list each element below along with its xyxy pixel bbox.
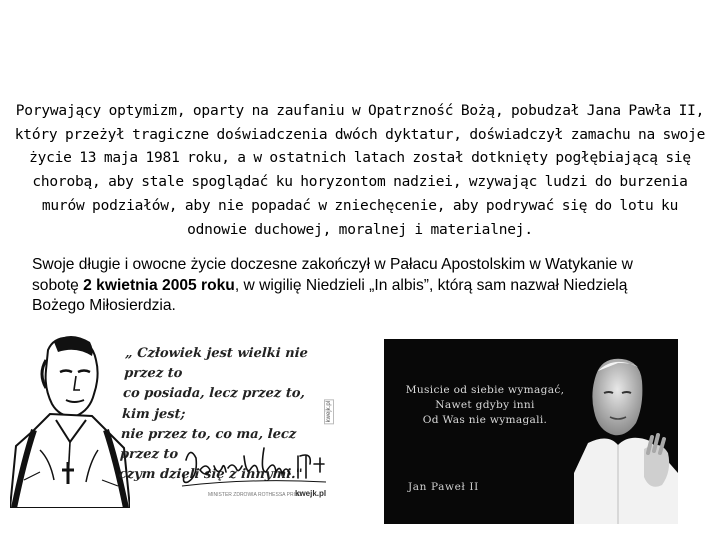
credit-text: MINISTER ZDROWIA ROTHESSA PRISO	[208, 492, 303, 498]
quote-image-right	[384, 339, 678, 524]
right-quote-line: Od Was nie wymagali.	[422, 414, 548, 426]
kwejk-logo: kwejk.pl	[295, 489, 327, 498]
right-quote-line: Musicie od siebie wymagać,	[405, 384, 565, 396]
paragraph-text-end: , w wigilię Niedzieli „In albis”, którą sam nazwał Niedzielą Bożego Miłosierdzia.	[32, 276, 628, 315]
pope-portrait-sketch	[10, 330, 130, 508]
intro-paragraph: Porywający optymizm, oparty na zaufaniu w Opatrzność Bożą, pobudzał Jana Pawła II, który przeżył tragiczne doświadczenia dwóch dyktatur, doświadczył zamachu na swoje życie 13 maja 1981 roku, a w ostatnich latach został dotknięty pogłębiającą się chorobą, aby stale spoglądać ku horyzontom nadziei, wzywając ludzi do burzenia murów podziałów, aby nie popadać w zniechęcenie, aby podrywać się do lotu ku odnowie duchowej, moralnej i materialnej.	[14, 103, 706, 238]
quote-line: czym dzieli się z innymi."	[118, 467, 303, 483]
handwritten-signature	[180, 442, 330, 490]
quote-line: nie przez to, co ma, lecz przez to	[119, 426, 297, 463]
right-quote-text	[390, 383, 580, 428]
paragraph-text-start: Swoje długie i owocne życie doczesne zakończył w Pałacu Apostolskim w Watykanie w sobotę	[32, 256, 633, 294]
quote-line: co posiada, lecz przez to, kim jest;	[121, 386, 306, 422]
quote-image-left	[10, 330, 340, 508]
quote-line: „ Człowiek jest wielki nie przez to	[123, 346, 309, 382]
paragraph-date: 2 kwietnia 2005 roku	[83, 276, 235, 294]
right-signature: Jan Paweł II	[408, 481, 479, 493]
kwejk-side-logo: kwejk.pl	[326, 401, 332, 423]
right-quote-line: Nawet gdyby inni	[435, 399, 535, 411]
body-paragraph	[32, 255, 682, 317]
pope-photo	[574, 353, 678, 524]
